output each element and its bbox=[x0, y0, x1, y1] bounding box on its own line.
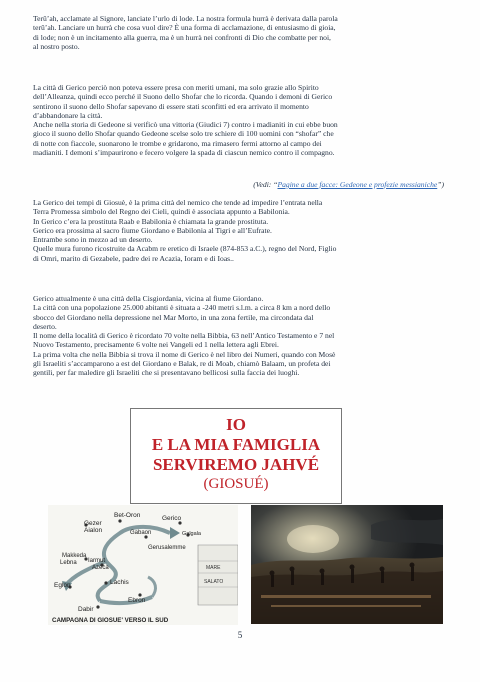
text-line: di lode; non è un incitamento alla guerra, ma è un hurrà nei confronti di Dio che combatte per noi, bbox=[33, 32, 331, 42]
reference-suffix: ”) bbox=[437, 180, 444, 189]
map-label-makkeda: Makkeda bbox=[62, 553, 87, 559]
motto-banner bbox=[130, 408, 342, 504]
text-line: madianiti. I demoni s’impaurirono e fecero volgere la spada di ciascun nemico contro il compagno. bbox=[33, 148, 335, 158]
reference-prefix: (Vedi: “ bbox=[253, 180, 278, 189]
banner-line: SERVIREMO JAHVÉ bbox=[152, 455, 320, 474]
text-line: Nuovo Testamento, precisamente 6 volte nei Vangeli ed 1 nella lettera agli Ebrei. bbox=[33, 340, 279, 350]
text-line: di notte con fiaccole, suonarono le trombe e gridarono, ma rimasero fermi attorno al campo dei bbox=[33, 138, 322, 148]
paragraph-teruah bbox=[33, 14, 447, 51]
text-line: al nostro posto. bbox=[33, 41, 80, 51]
battle-painting-image bbox=[251, 505, 443, 624]
map-caption: CAMPAGNA DI GIOSUE' VERSO IL SUD bbox=[52, 617, 169, 624]
text-line: gioco il suono dello Shofar quando Gedeone scelse solo tre schiere di 100 uomini con “shofar” che bbox=[33, 129, 334, 139]
map-label-galgala: Galgala bbox=[182, 531, 201, 537]
map-label-bet-oron: Bet-Oron bbox=[114, 512, 141, 519]
map-label-gabaon: Gabaon bbox=[130, 530, 152, 536]
text-line: Entrambe sono in mezzo ad un deserto. bbox=[33, 235, 153, 245]
banner-line: E LA MIA FAMIGLIA bbox=[151, 435, 321, 454]
map-label-gerico: Gerico bbox=[162, 515, 182, 522]
map-label-salato: SALATO bbox=[204, 579, 224, 585]
text-line: In Gerico c’era la prostituta Raab e Babilonia è chiamata la grande prostituta. bbox=[33, 216, 269, 226]
text-line: La città con una popolazione 25.000 abitanti è situata a -240 metri s.l.m. a circa 8 km a nord dello bbox=[33, 303, 331, 313]
campaign-map-drawing bbox=[48, 505, 238, 625]
paragraph-jericho-babylon bbox=[33, 198, 447, 263]
text-line: Gerico era prossima al sacro fiume Giordano e Babilonia al Tigri e all’Eufrate. bbox=[33, 225, 272, 235]
map-label-eglon: Eglon bbox=[54, 582, 71, 589]
text-line: gli Israeliti s’accamparono a est del Giordano e Balak, re di Moab, chiamò Balaam, un profeta dei bbox=[33, 359, 331, 369]
map-label-dabir: Dabir bbox=[78, 606, 94, 613]
reference-link[interactable]: Pagine a due facce: Gedeone e profezie messianiche bbox=[277, 180, 438, 189]
map-label-mare: MARE bbox=[206, 565, 221, 571]
text-line: La prima volta che nella Bibbia si trova il nome di Gerico è nel libro dei Numeri, quando con Mosè bbox=[33, 349, 336, 359]
map-label-ebron: Ebron bbox=[128, 597, 146, 604]
page-number: 5 bbox=[237, 630, 243, 640]
map-label-azeca: Azeca bbox=[92, 565, 109, 571]
banner-attribution: (GIOSUÉ) bbox=[203, 476, 269, 492]
text-line: terû’ah. Lanciare un hurrà che cosa vuol dire? È una forma di acclamazione, di entusiasmo di gioia, bbox=[33, 23, 336, 33]
text-line: Terra Promessa simbolo del Regno dei Cieli, quindi è associata appunto a Babilonia. bbox=[33, 207, 290, 217]
text-line: sbocco del Giordano nella depressione nel Mar Morto, in una zona fertile, ma circondata dal bbox=[33, 312, 314, 322]
text-line: deserto. bbox=[33, 321, 57, 331]
map-label-lachis: Lachis bbox=[110, 579, 129, 586]
map-label-aialon: Aialon bbox=[84, 527, 103, 534]
map-label-gerusalemme: Gerusalemme bbox=[148, 545, 186, 551]
text-line: dell’Alleanza, quindi ecco perché il Suono dello Shofar che lo ricorda. Quando i demoni di Gerico bbox=[33, 92, 333, 102]
map-label-iarmut: Iarmut bbox=[88, 558, 106, 564]
text-line: La Gerico dei tempi di Giosuè, è la prima città del nemico che tende ad impedire l’entrata nella bbox=[33, 198, 323, 207]
text-line: Anche nella storia di Gedeone si verificò una vittoria (Giudici 7) contro i madianiti in cui ebbe buon bbox=[33, 120, 338, 130]
reference-note bbox=[253, 180, 444, 189]
text-line: Terû’ah, acclamate al Signore, lanciate l’urlo di lode. La nostra formula hurrà è derivata dalla parola bbox=[33, 14, 338, 23]
text-line: La città di Gerico perciò non poteva essere presa con meriti umani, ma solo grazie allo Spirito bbox=[33, 83, 319, 92]
banner-line: IO bbox=[226, 415, 246, 434]
text-line: Quelle mura furono ricostruite da Acabm re eretico di Israele (874-853 a.C.), regno del Nord, Figlio bbox=[33, 244, 337, 254]
text-line: sentirono il suono dello Shofar sapevano di essere stati sconfitti ed era arrivato il momento bbox=[33, 101, 309, 111]
text-line: Gerico attualmente è una città della Cisgiordania, vicina al fiume Giordano. bbox=[33, 294, 264, 303]
paragraph-jericho-spirit bbox=[33, 83, 447, 157]
battle-painting bbox=[251, 505, 443, 624]
text-line: gentili, per far maledire gli Israeliti che si presentavano bellicosi sulla faccia dei luoghi. bbox=[33, 368, 300, 378]
text-line: di Omri, marito di Gezabele, padre dei re Acazia, Ioram e di Ioas.. bbox=[33, 253, 234, 263]
map-label-gezer: Gezer bbox=[84, 520, 102, 527]
text-line: Il nome della località di Gerico è ricordato 70 volte nella Bibbia, 63 nell’Antico Testamento e 7 nel bbox=[33, 331, 335, 341]
map-label-lebna: Lebna bbox=[60, 560, 77, 566]
campaign-map bbox=[48, 505, 238, 625]
text-line: d’abbandonare la città. bbox=[33, 110, 103, 120]
paragraph-jericho-today bbox=[33, 294, 447, 378]
